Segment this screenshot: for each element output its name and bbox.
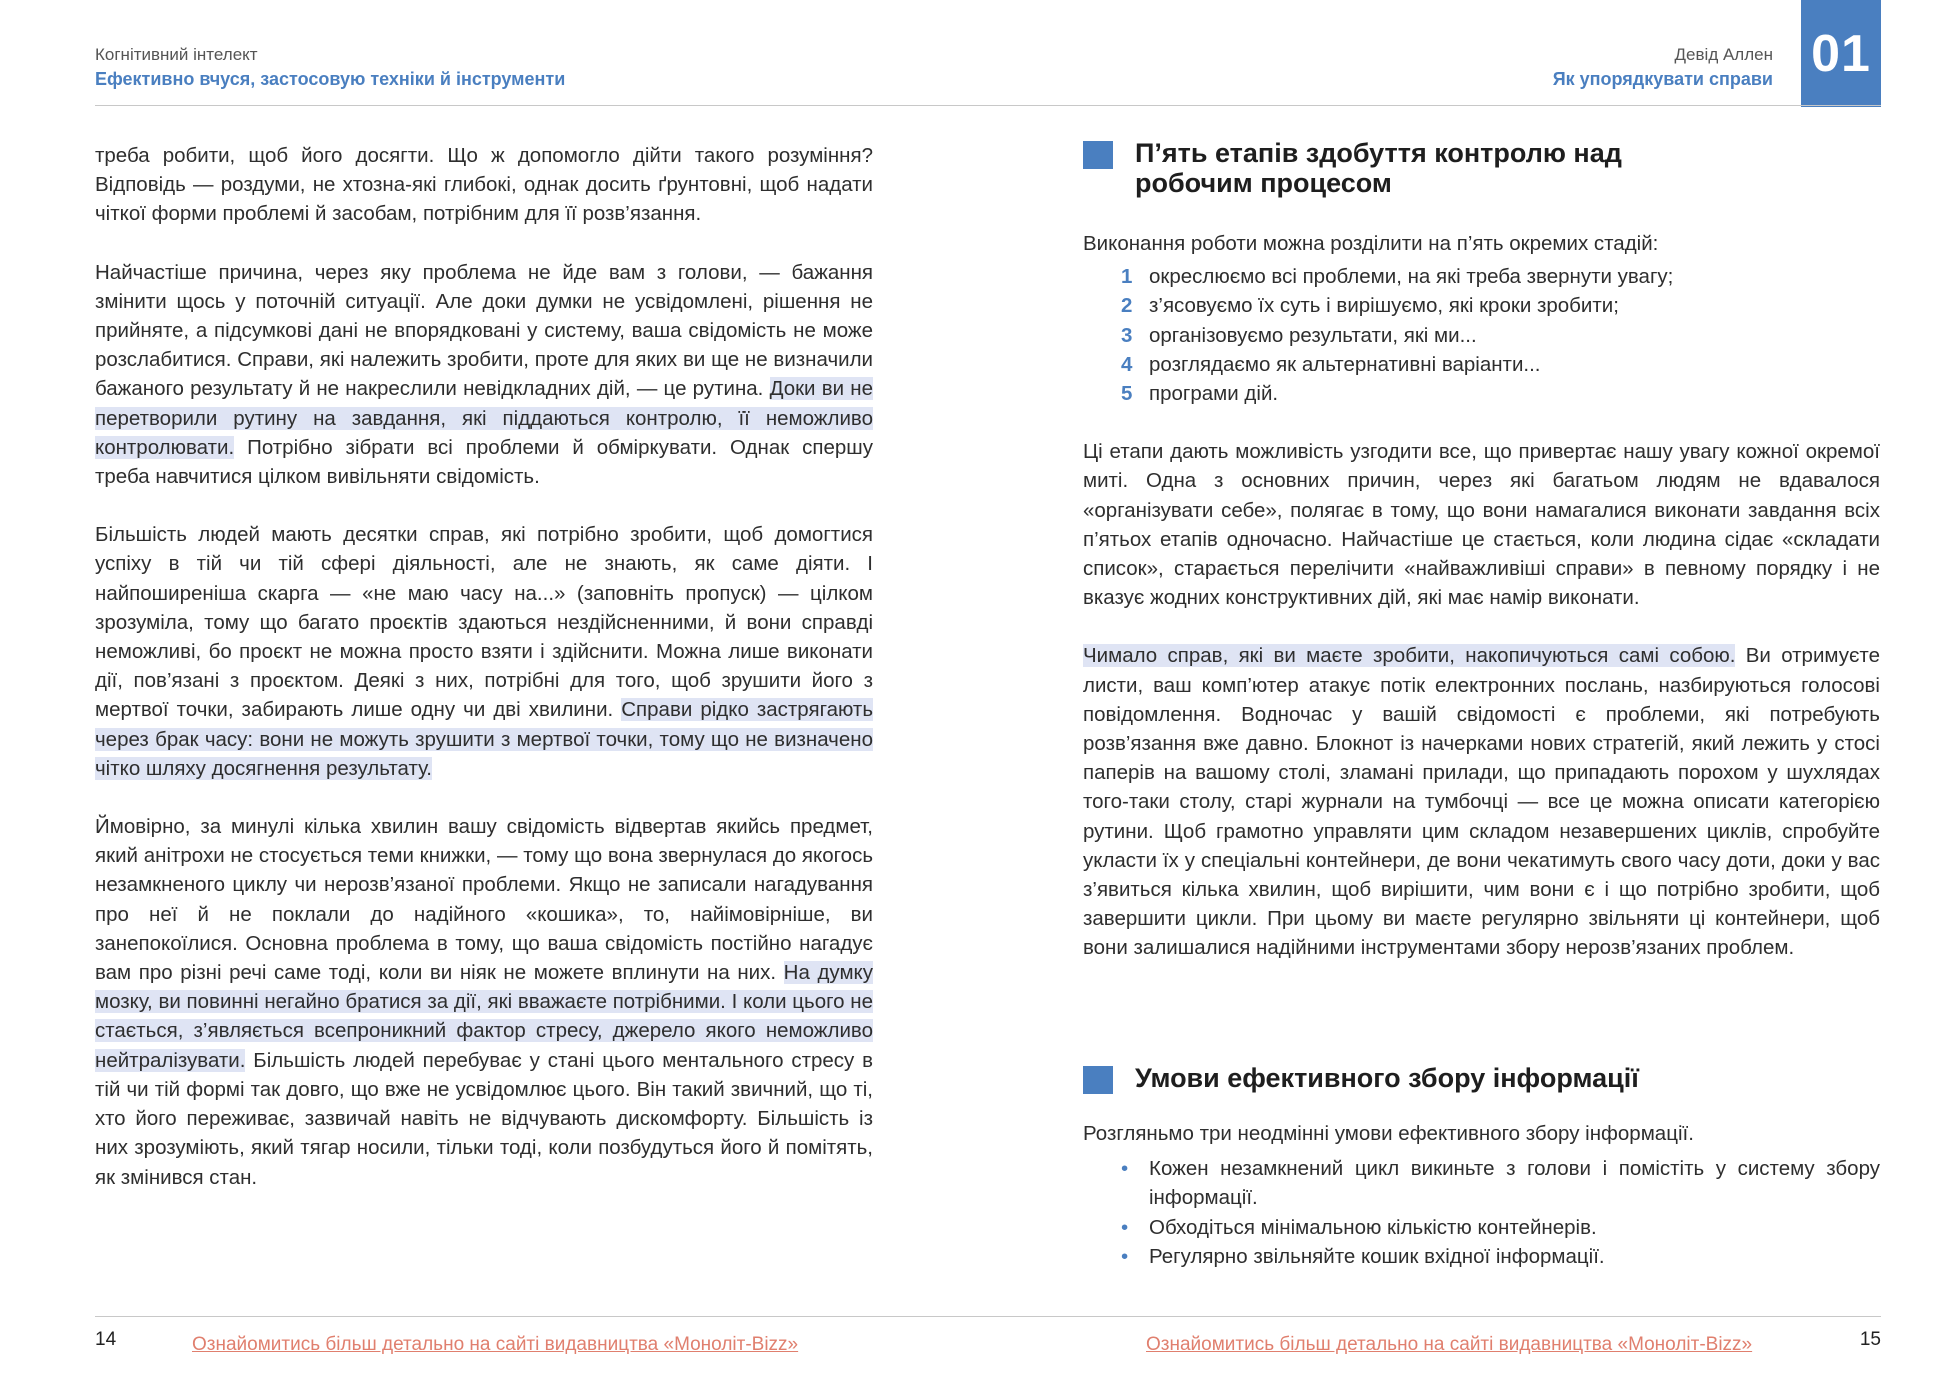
section-heading-stages bbox=[1083, 138, 1643, 198]
list-item bbox=[1121, 1154, 1880, 1212]
text-segment: Більшість людей перебуває у стані цього ментального стресу в тій чи тій формі так довго, що вже не усвідомлює цього. Він такий звичний, що ті, хто його переживає, зазвичай навіть не відчувають дискомфорту. Більшість із них зрозуміють, який тягар носили, тільки тоді, коли позбудуться його й помітять, як змінився стан. bbox=[95, 1048, 873, 1189]
stages-list bbox=[1083, 262, 1880, 408]
highlighted-text: На думку мозку, ви повинні негайно братися за дії, які вважаєте потрібними. І коли цього не стається, з’являється всепроникний фактор стресу, джерело якого неможливо нейтралізувати. bbox=[95, 961, 873, 1072]
section-heading-collection bbox=[1083, 1063, 1843, 1094]
list-number: 5 bbox=[1121, 382, 1133, 406]
paragraph bbox=[95, 141, 873, 229]
header-divider bbox=[95, 105, 969, 106]
bullet-icon: • bbox=[1121, 1157, 1129, 1181]
conditions-list bbox=[1083, 1154, 1880, 1271]
list-number: 2 bbox=[1121, 294, 1133, 318]
paragraph bbox=[95, 812, 873, 1192]
footer-divider bbox=[95, 1316, 969, 1317]
section-title: П’ять етапів здобуття контролю над робочим процесом bbox=[1135, 138, 1622, 198]
list-item bbox=[1121, 321, 1880, 350]
right-page bbox=[969, 0, 1938, 1388]
text-segment: Ймовірно, за минулі кілька хвилин вашу свідомість відвертав якийсь предмет, який анітрохи не стосується теми книжки, — тому що вона звернулася до якогось незамкненого циклу чи нерозв’язаної проблеми. Якщо не записали нагадування про неї й не поклали до надійного «кошика», то, найімовірніше, ви занепокоїлися. Основна проблема в тому, що ваша свідомість постійно нагадує вам про різні речі саме тоді, коли ви ніяк не можете вплинути на них. bbox=[95, 815, 873, 985]
list-item bbox=[1121, 291, 1880, 320]
text-segment: Ви отримуєте листи, ваш комп’ютер атакує потік електронних послань, назбируються голосові повідомлення. Водночас у вашій свідомості є проблеми, які потребують розв’язання вже давно. Блокнот із начерками нових стратегій, який лежить у стосі паперів на вашому столі, зламані прилади, що припадають порохом у шухлядах того-таки столу, старі журнали на тумбочці — все це можна описати категорією рутини. Щоб грамотно управляти цим складом незавершених циклів, спробуйте укласти їх у спеціальні контейнери, де вони чекатимуть свого часу доти, доки у вас з’явиться кілька хвилин, щоб вирішити, чим вони є і що потрібно зробити, щоб завершити цикли. При цьому ви маєте регулярно звільняти ці контейнери, щоб вони залишалися надійними інструментами збору нерозв’язаних проблем. bbox=[1083, 644, 1880, 960]
text-segment: треба робити, щоб його досягти. Що ж допомогло дійти такого розуміння? Відповідь — роздуми, не хтозна-які глибокі, однак досить ґрунтовні, щоб надати чіткої форми проблемі й засобам, потрібним для її розв’язання. bbox=[95, 144, 873, 226]
list-item-text: організовуємо результати, які ми... bbox=[1149, 323, 1477, 347]
text-segment: Ці етапи дають можливість узгодити все, що привертає нашу увагу кожної окремої миті. Одна з основних причин, через які багатьом людям не вдавалося «організувати себе», полягає в тому, що вони намагалися виконати завдання всіх п’ятьох етапів одночасно. Найчастіше це стається, коли людина сідає «складати список», старається перелічити «найважливіші справи» в певному порядку і не вказує жодних конструктивних дій, які має намір виконати. bbox=[1083, 440, 1880, 610]
chapter-badge: 01 bbox=[1801, 0, 1881, 107]
highlighted-text: Справи рідко застрягають через брак часу: вони не можуть зрушити з мертвої точки, тому що не визначено чітко шляху досягнення результату. bbox=[95, 698, 874, 780]
list-item-text: програми дій. bbox=[1149, 382, 1279, 406]
book-title: Когнітивний інтелект bbox=[95, 45, 258, 64]
paragraph bbox=[1083, 437, 1880, 612]
list-item-text: Регулярно звільняйте кошик вхідної інформації. bbox=[1149, 1244, 1605, 1268]
right-body-text-2 bbox=[1083, 1119, 1880, 1271]
paragraph bbox=[1083, 641, 1880, 962]
author-name: Девід Аллен bbox=[1674, 45, 1773, 64]
text-segment: Більшість людей мають десятки справ, які потрібно зробити, щоб домогтися успіху в тій чи тій сфері діяльності, але не знають, як саме діяти. І найпоширеніша скарга — «не маю часу на...» (заповніть пропуск) — цілком зрозуміла, тому що багато проєктів здаються нездійсненними, й вони справді неможливі, бо проєкт не можна просто взяти і здійснити. Можна лише виконати дії, пов’язані з проєктом. Деякі з них, потрібні для того, щоб зрушити його з мертвої точки, забирають лише одну чи дві хвилини. bbox=[95, 523, 873, 722]
highlighted-text: Чимало справ, які ви маєте зробити, накопичуються самі собою. bbox=[1083, 644, 1736, 668]
list-number: 3 bbox=[1121, 323, 1133, 347]
list-number: 1 bbox=[1121, 265, 1133, 289]
publisher-link[interactable]: Ознайомитись більш детально на сайті видавництва «Моноліт-Bizz» bbox=[1146, 1334, 1753, 1355]
bullet-icon: • bbox=[1121, 1244, 1129, 1268]
section-intro: Виконання роботи можна розділити на п’ять окремих стадій: bbox=[1083, 232, 1659, 255]
book-subtitle: Як упорядкувати справи bbox=[1552, 69, 1773, 89]
paragraph bbox=[95, 258, 873, 492]
publisher-link[interactable]: Ознайомитись більш детально на сайті видавництва «Моноліт-Bizz» bbox=[192, 1334, 799, 1355]
highlighted-text: Доки ви не перетворили рутину на завдання, які піддаються контролю, її неможливо контролювати. bbox=[95, 377, 874, 459]
list-item-text: Кожен незамкнений цикл викиньте з голови і помістіть у систему збору інформації. bbox=[1149, 1157, 1880, 1210]
header-divider bbox=[969, 105, 1881, 106]
heading-square-icon bbox=[1083, 141, 1113, 169]
page-number: 15 bbox=[1859, 1329, 1881, 1350]
book-subtitle: Ефективно вчуся, застосовую техніки й інструменти bbox=[95, 69, 566, 89]
list-number: 4 bbox=[1121, 352, 1133, 376]
bullet-icon: • bbox=[1121, 1215, 1129, 1239]
list-item-text: з’ясовуємо їх суть і вирішуємо, які кроки зробити; bbox=[1149, 294, 1619, 318]
paragraph bbox=[95, 520, 873, 783]
section-intro: Розгляньмо три неодмінні умови ефективного збору інформації. bbox=[1083, 1122, 1694, 1145]
list-item-text: розглядаємо як альтернативні варіанти... bbox=[1149, 352, 1541, 376]
list-item-text: Обходіться мінімальною кількістю контейнерів. bbox=[1149, 1215, 1597, 1239]
footer-divider bbox=[969, 1316, 1881, 1317]
list-item bbox=[1121, 1213, 1880, 1242]
list-item-text: окреслюємо всі проблеми, на які треба звернути увагу; bbox=[1149, 265, 1674, 289]
heading-square-icon bbox=[1083, 1066, 1113, 1094]
text-segment: Найчастіше причина, через яку проблема не йде вам з голови, — бажання змінити щось у поточній ситуації. Але доки думки не усвідомлені, рішення не прийняте, а підсумкові дані не впорядковані у систему, ваша свідомість не може розслабитися. Справи, які належить зробити, проте для яких ви ще не визначили бажаного результату й не накреслили невідкладних дій, — це рутина. bbox=[95, 260, 873, 401]
section-title: Умови ефективного збору інформації bbox=[1135, 1063, 1639, 1093]
list-item bbox=[1121, 1242, 1880, 1271]
page-number: 14 bbox=[95, 1329, 117, 1350]
list-item bbox=[1121, 262, 1880, 291]
right-body-text bbox=[1083, 229, 1880, 992]
text-segment: Потрібно зібрати всі проблеми й обміркувати. Однак спершу треба навчитися цілком вивільняти свідомість. bbox=[95, 435, 873, 489]
list-item bbox=[1121, 350, 1880, 379]
left-body-text bbox=[95, 141, 873, 1221]
list-item bbox=[1121, 379, 1880, 408]
